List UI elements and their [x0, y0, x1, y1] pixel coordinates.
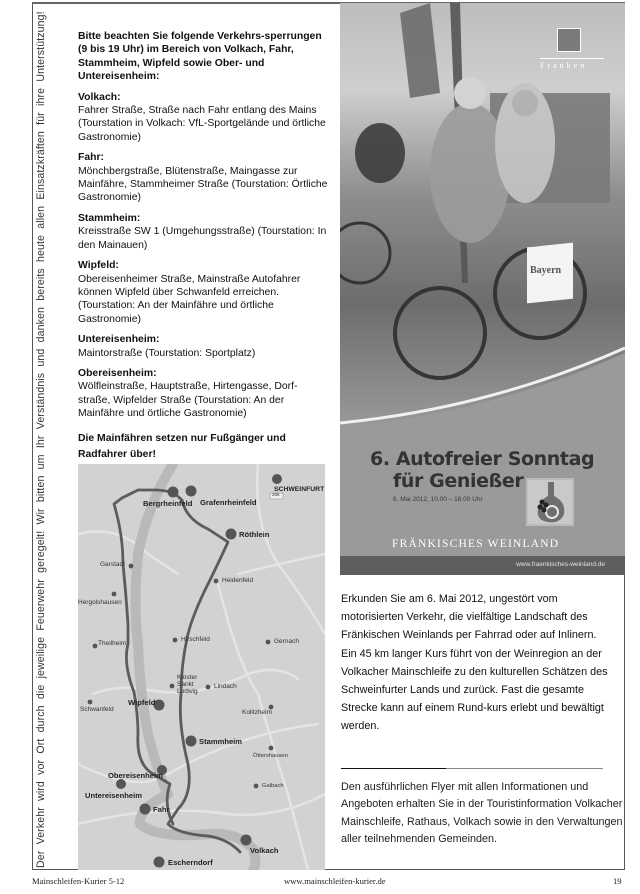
marker-schwanfeld: [88, 700, 93, 705]
marker-gaibach: [254, 784, 259, 789]
map-label: Stammheim: [199, 737, 243, 746]
ad-url-bar: [340, 556, 625, 575]
map-label: Heidenfeld: [222, 577, 254, 584]
flag-shape: [400, 3, 440, 98]
ferry-note: Die Mainfähren setzen nur Fußgänger und Radfahrer über!: [78, 432, 286, 460]
marker-hirschfeld: [173, 638, 178, 643]
section-title: Fahr:: [78, 152, 104, 164]
section-wipfeld: [78, 259, 328, 326]
event-description: [341, 590, 621, 736]
map-label: Schwanfeld: [80, 706, 114, 713]
franken-brand: Franken: [540, 61, 588, 70]
description-p1: Erkunden Sie am 6. Mai 2012, ungestört vom motorisierten Verkehr, die vielfältige Landschaft des Fränkischen Weinlands per Fahrrad oder auf Inlinern.: [341, 593, 597, 642]
marker-garstadt: [129, 564, 134, 569]
cyclists-photo: [340, 3, 625, 433]
road: [238, 554, 325, 574]
bayern-badge-label: Bayern: [530, 265, 562, 276]
section-stammheim: [78, 212, 328, 252]
wine-bottle-icon: [526, 478, 574, 526]
description-p2: Ein 45 km langer Kurs führt von der Weinregion an der Volkacher Mainschleife zu den kulturellen Schätzen des Schweinfurter Lands und zurück. Fast die gesamte Strecke kann auf einem Rund-kurs erlebt und bewältigt werden.: [341, 647, 608, 733]
section-title: Volkach:: [78, 91, 121, 103]
map-label: SCHWEINFURT: [274, 486, 325, 493]
section-obereisenheim: [78, 367, 328, 421]
section-title: Untereisenheim:: [78, 334, 160, 346]
marker-grafenrheinfeld: [186, 486, 197, 497]
marker-theilheim: [93, 644, 98, 649]
closure-intro: Bitte beachten Sie folgende Verkehrs-sperrungen (9 bis 19 Uhr) im Bereich von Volkach, Fahr, Stammheim, Wipfeld sowie Ober- und Untereisenheim:: [78, 31, 322, 83]
map-label: Hergolshausen: [78, 599, 122, 606]
map-label: Gaibach: [262, 783, 284, 789]
road: [78, 532, 178, 575]
map-drawing: [78, 464, 325, 870]
flyer-info: [341, 779, 623, 849]
marker-kloster: [170, 684, 175, 689]
region-name: FRÄNKISCHES WEINLAND: [392, 538, 560, 550]
marker-stammheim: [186, 736, 197, 747]
map-label: Escherndorf: [168, 858, 213, 867]
ad-url[interactable]: www.fraenkisches-weinland.de: [516, 561, 605, 568]
ad-title-line2: für Genießer: [393, 470, 524, 492]
divider: [341, 768, 603, 769]
bike-wheel: [395, 288, 485, 378]
footer-page-number: 19: [613, 876, 622, 886]
closure-notice: [78, 30, 328, 463]
map-label: Lindach: [214, 683, 237, 690]
section-title: Wipfeld:: [78, 260, 119, 272]
marker-roethlein: [226, 529, 237, 540]
man-head: [512, 90, 538, 116]
ad-date: 6. Mai 2012, 10.00 – 18.00 Uhr: [393, 496, 483, 503]
section-volkach: [78, 91, 328, 145]
map-label: Hirschfeld: [181, 636, 210, 643]
cyclist-left: [355, 123, 405, 183]
map-label: Röthlein: [239, 530, 270, 539]
section-untereisenheim: [78, 333, 328, 360]
section-text: Fahrer Straße, Straße nach Fahr entlang des Mains (Tourstation in Volkach: VfL-Sportgelände und örtliche Gastronomie): [78, 105, 326, 143]
section-fahr: [78, 151, 328, 205]
marker-gernach: [266, 640, 271, 645]
section-text: Kreisstraße SW 1 (Umgehungsstraße) (Tourstation: In den Mainauen): [78, 226, 327, 251]
franken-logo-icon: [557, 28, 581, 52]
map-label: Bergrheinfeld: [143, 499, 193, 508]
map-label: Theilheim: [98, 640, 127, 647]
section-text: Mönchbergstraße, Blütenstraße, Maingasse zur Mainfähre, Stammheimer Straße (Tourstation: Örtliche Gastronomie): [78, 165, 328, 204]
marker-heidenfeld: [214, 579, 219, 584]
marker-volkach: [241, 835, 252, 846]
map-label: Kolitzheim: [242, 709, 272, 716]
marker-hergolshausen: [112, 592, 117, 597]
section-text: Obereisenheimer Straße, Mainstraße Autofahrer können Wipfeld über Schwanfeld erreichen. (Tourstation: An der Mainfähre und örtliche Gastronomie): [78, 273, 301, 325]
marker-fahr: [140, 804, 151, 815]
marker-bergrheinfeld: [168, 487, 179, 498]
map-label: Untereisenheim: [85, 791, 142, 800]
section-text: Maintorstraße (Tourstation: Sportplatz): [78, 347, 256, 359]
map-label: Garstadt: [100, 561, 125, 568]
marker-oettershausen: [269, 746, 274, 751]
section-text: Wölfleinstraße, Hauptstraße, Hirtengasse, Dorf-straße, Wipfelder Straße (Tourstation: An der Mainfähre und örtliche Gastronomie): [78, 381, 298, 420]
map-label: Kloster Sankt Ludwig: [177, 674, 198, 695]
marker-schweinfurt: [272, 474, 282, 484]
franken-divider: [540, 58, 604, 59]
footer-website[interactable]: www.mainschleifen-kurier.de: [284, 876, 386, 886]
marker-escherndorf: [154, 857, 165, 868]
marker-untereisenheim: [116, 779, 126, 789]
marker-lindach: [206, 685, 211, 690]
section-title: Obereisenheim:: [78, 367, 157, 379]
map-label: Wipfeld: [128, 698, 156, 707]
event-advertisement: [340, 3, 625, 575]
footer-publication: Mainschleifen-Kurier 5-12: [32, 876, 125, 886]
map-label: Fahr: [153, 805, 170, 814]
section-title: Stammheim:: [78, 212, 141, 224]
map-label: Öttershausen: [253, 753, 288, 759]
sidebar-note: Der Verkehr wird vor Ort durch die jeweilige Feuerwehr geregelt! Wir bitten um Ihr Verständnis und danken bereits heute allen Einsatzkräften für ihre Unterstützung!: [35, 11, 47, 868]
map-label: Volkach: [250, 846, 279, 855]
map-label: Grafenrheinfeld: [200, 498, 257, 507]
route-map: [78, 464, 325, 870]
bike-wheel: [340, 223, 390, 283]
map-label: Obereisenheim: [108, 771, 163, 780]
road-shield-label: 286: [272, 492, 280, 497]
woman-head: [454, 77, 486, 109]
flyer-text: Den ausführlichen Flyer mit allen Informationen und Angeboten erhalten Sie in der Touristinformation Volkacher Mainschleife, Rathaus, Volkach sowie in den Verwaltungen aller teilnehmenden Gemeinden.: [341, 781, 623, 846]
map-label: Gernach: [274, 638, 299, 645]
ad-title-line1: 6. Autofreier Sonntag: [370, 448, 595, 470]
